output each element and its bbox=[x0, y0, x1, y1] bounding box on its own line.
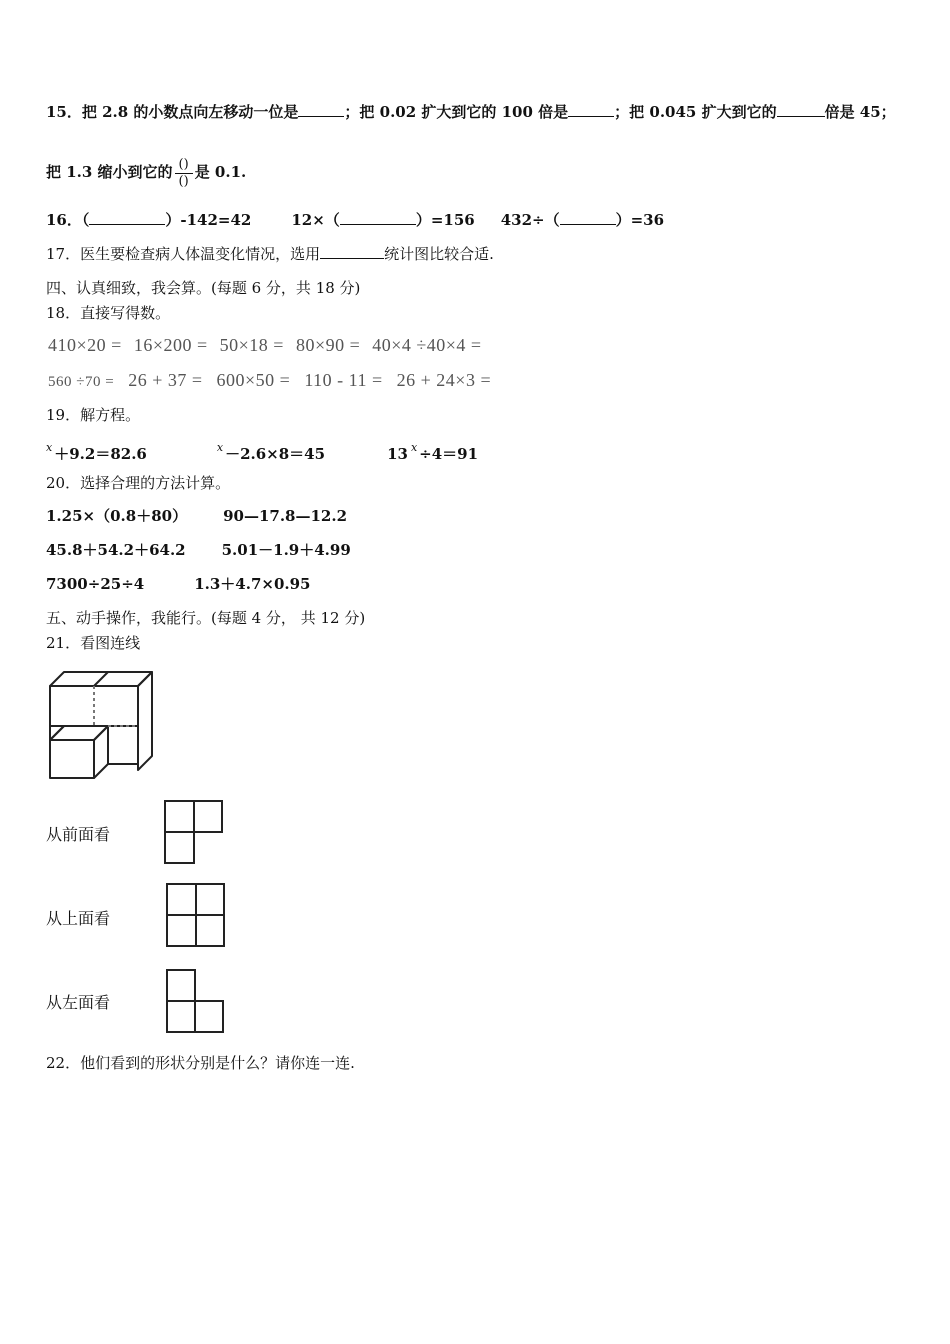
cube-stack-figure bbox=[44, 666, 156, 784]
q22-title: 22．他们看到的形状分别是什么？请你连一连. bbox=[46, 1054, 355, 1072]
q15-blank-3[interactable] bbox=[777, 102, 825, 117]
q18-row-2: 560 ÷70 = 26 + 37 = 600×50 = 110 - 11 = 26 + 24×3 = bbox=[48, 370, 492, 390]
view-shape-top[interactable] bbox=[166, 883, 226, 947]
q17-line: 17．医生要检查病人体温变化情况，选用 统计图比较合适. bbox=[46, 245, 494, 263]
q20-row-1: 1.25×（0.8＋80） 90—17.8—12.2 bbox=[46, 507, 348, 525]
cube-front-lower bbox=[50, 740, 94, 778]
section-5-heading: 五、动手操作，我能行。(每题 4 分， 共 12 分) bbox=[46, 609, 366, 627]
view-label-top: 从上面看 bbox=[46, 909, 111, 928]
q15-blank-1[interactable] bbox=[298, 102, 344, 117]
q15-fraction[interactable]: $\frac{()}{()}$ bbox=[175, 157, 193, 190]
q17-blank[interactable] bbox=[320, 244, 384, 259]
q16-line: 16．（ ）-142=42 12×（ ）=156 432÷（ ）=36 bbox=[46, 211, 665, 229]
q15-line1: 15．把 2.8 的小数点向左移动一位是 ；把 0.02 扩大到它的 100 倍是 ；把 0.045 扩大到它的 倍是 45； bbox=[46, 103, 896, 121]
q16-blank-1[interactable] bbox=[89, 210, 165, 225]
q15-blank-2[interactable] bbox=[568, 102, 614, 117]
q20-row-2: 45.8＋54.2＋64.2 5.01－1.9＋4.99 bbox=[46, 541, 351, 559]
view-shape-left[interactable] bbox=[166, 969, 224, 1033]
view-label-left: 从左面看 bbox=[46, 993, 111, 1012]
q20-title: 20．选择合理的方法计算。 bbox=[46, 474, 231, 492]
view-shape-front[interactable] bbox=[164, 800, 224, 864]
q19-title: 19．解方程。 bbox=[46, 406, 141, 424]
section-4-heading: 四、认真细致，我会算。(每题 6 分，共 18 分) bbox=[46, 279, 361, 297]
q15-line2: 把 1.3 缩小到它的 $\frac{()}{()}$ 是 0.1. bbox=[46, 156, 247, 189]
q19-equations: $^x$ ＋9.2＝82.6 $^x$ －2.6×8＝45 13 $^x$ ÷4＝91 bbox=[46, 441, 479, 463]
q16-blank-3[interactable] bbox=[560, 210, 616, 225]
q20-row-3: 7300÷25÷4 1.3＋4.7×0.95 bbox=[46, 575, 311, 593]
q16-blank-2[interactable] bbox=[340, 210, 416, 225]
q18-title: 18．直接写得数。 bbox=[46, 304, 171, 322]
q21-title: 21．看图连线 bbox=[46, 634, 141, 652]
view-label-front: 从前面看 bbox=[46, 825, 111, 844]
q18-row-1: 410×20 = 16×200 = 50×18 = 80×90 = 40×4 ÷40×4 = bbox=[48, 335, 482, 355]
